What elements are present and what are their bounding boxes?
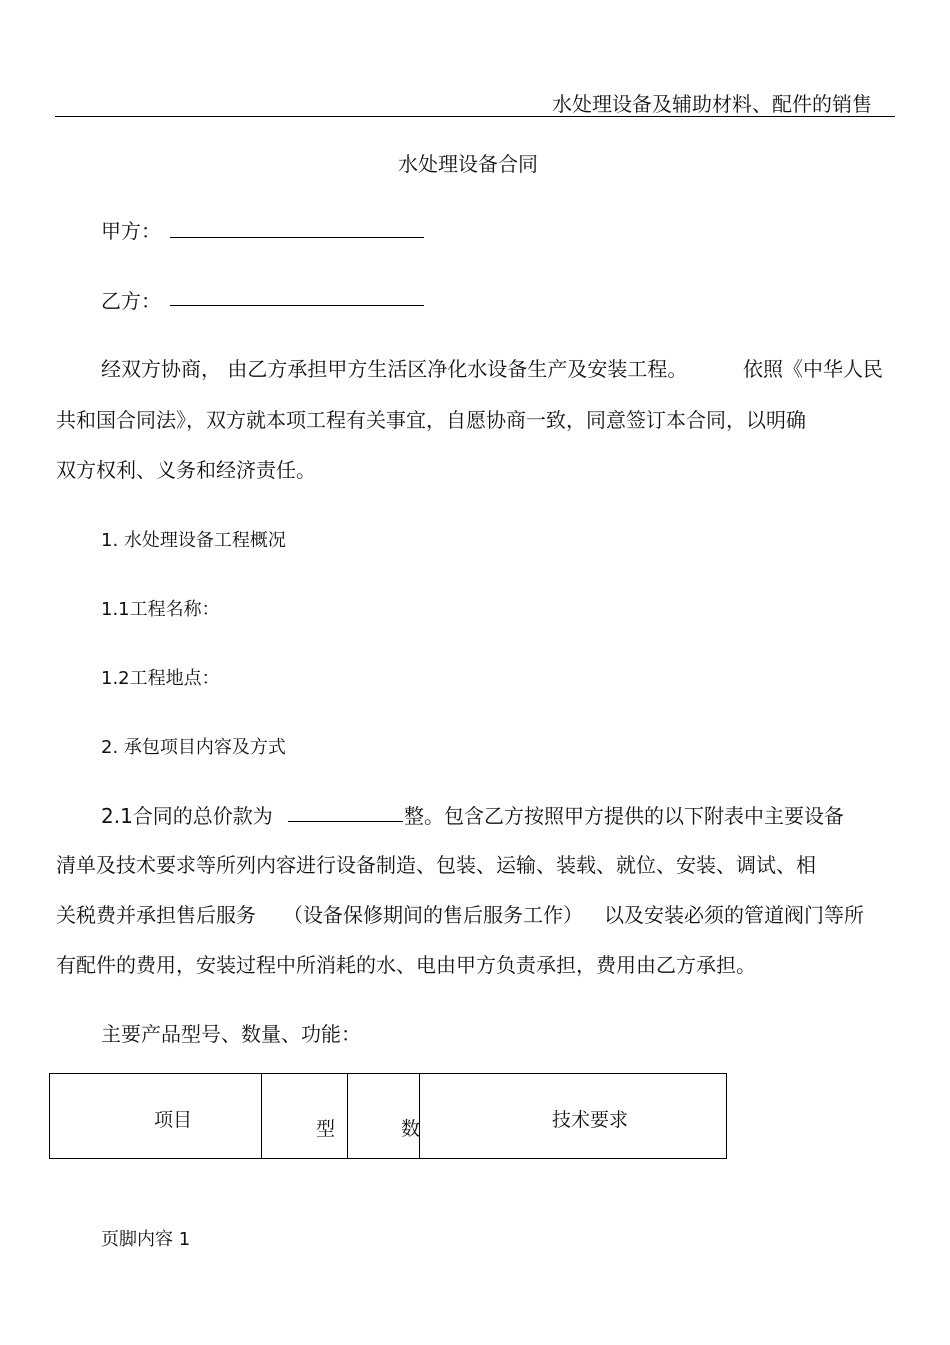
- clause-2-1-line-2: 清单及技术要求等所列内容进行设备制造、包装、运输、装载、就位、安装、调试、相: [56, 853, 816, 877]
- intro-line-2: 共和国合同法》，双方就本项工程有关事宜，自愿协商一致，同意签订本合同，以明确: [56, 408, 806, 432]
- intro-line-1-tail: 依照《中华人民: [743, 357, 883, 381]
- clause-2-1-line-1: 整。包含乙方按照甲方提供的以下附表中主要设备: [404, 804, 844, 828]
- clause-2-1-line-3b: （设备保修期间的售后服务工作）: [283, 903, 583, 927]
- clause-2-1-line-3c: 以及安装必须的管道阀门等所: [604, 903, 864, 927]
- section-1-1: 1.1工程名称：: [101, 599, 220, 620]
- party-a-label: 甲方：: [101, 219, 161, 243]
- party-b-label: 乙方：: [101, 289, 161, 313]
- table-divider: [347, 1074, 348, 1158]
- party-b-blank: [170, 305, 424, 306]
- document-title: 水处理设备合同: [398, 152, 538, 176]
- section-1-2: 1.2工程地点：: [101, 668, 220, 689]
- section-2-heading: 2. 承包项目内容及方式: [101, 737, 286, 758]
- products-table: [49, 1073, 727, 1159]
- header-item: 项目: [154, 1109, 193, 1131]
- intro-line-1: 经双方协商， 由乙方承担甲方生活区净化水设备生产及安装工程。: [101, 357, 688, 381]
- header-model: 型: [316, 1118, 336, 1140]
- total-price-blank: [288, 821, 403, 822]
- clause-2-1-lead: 2.1合同的总价款为: [101, 804, 273, 828]
- intro-line-3: 双方权利、义务和经济责任。: [56, 458, 316, 482]
- header-tech-requirements: 技术要求: [552, 1109, 629, 1131]
- clause-2-1-line-3a: 关税费并承担售后服务: [56, 903, 256, 927]
- header-quantity: 数: [401, 1118, 421, 1140]
- header-divider: [55, 116, 895, 117]
- section-1-heading: 1. 水处理设备工程概况: [101, 530, 286, 551]
- page-footer: 页脚内容 1: [101, 1229, 191, 1250]
- page-header: 水处理设备及辅助材料、配件的销售: [552, 92, 872, 116]
- party-a-blank: [170, 237, 424, 238]
- products-label: 主要产品型号、数量、功能：: [101, 1022, 361, 1046]
- clause-2-1-line-4: 有配件的费用，安装过程中所消耗的水、电由甲方负责承担，费用由乙方承担。: [56, 953, 756, 977]
- table-divider: [261, 1074, 262, 1158]
